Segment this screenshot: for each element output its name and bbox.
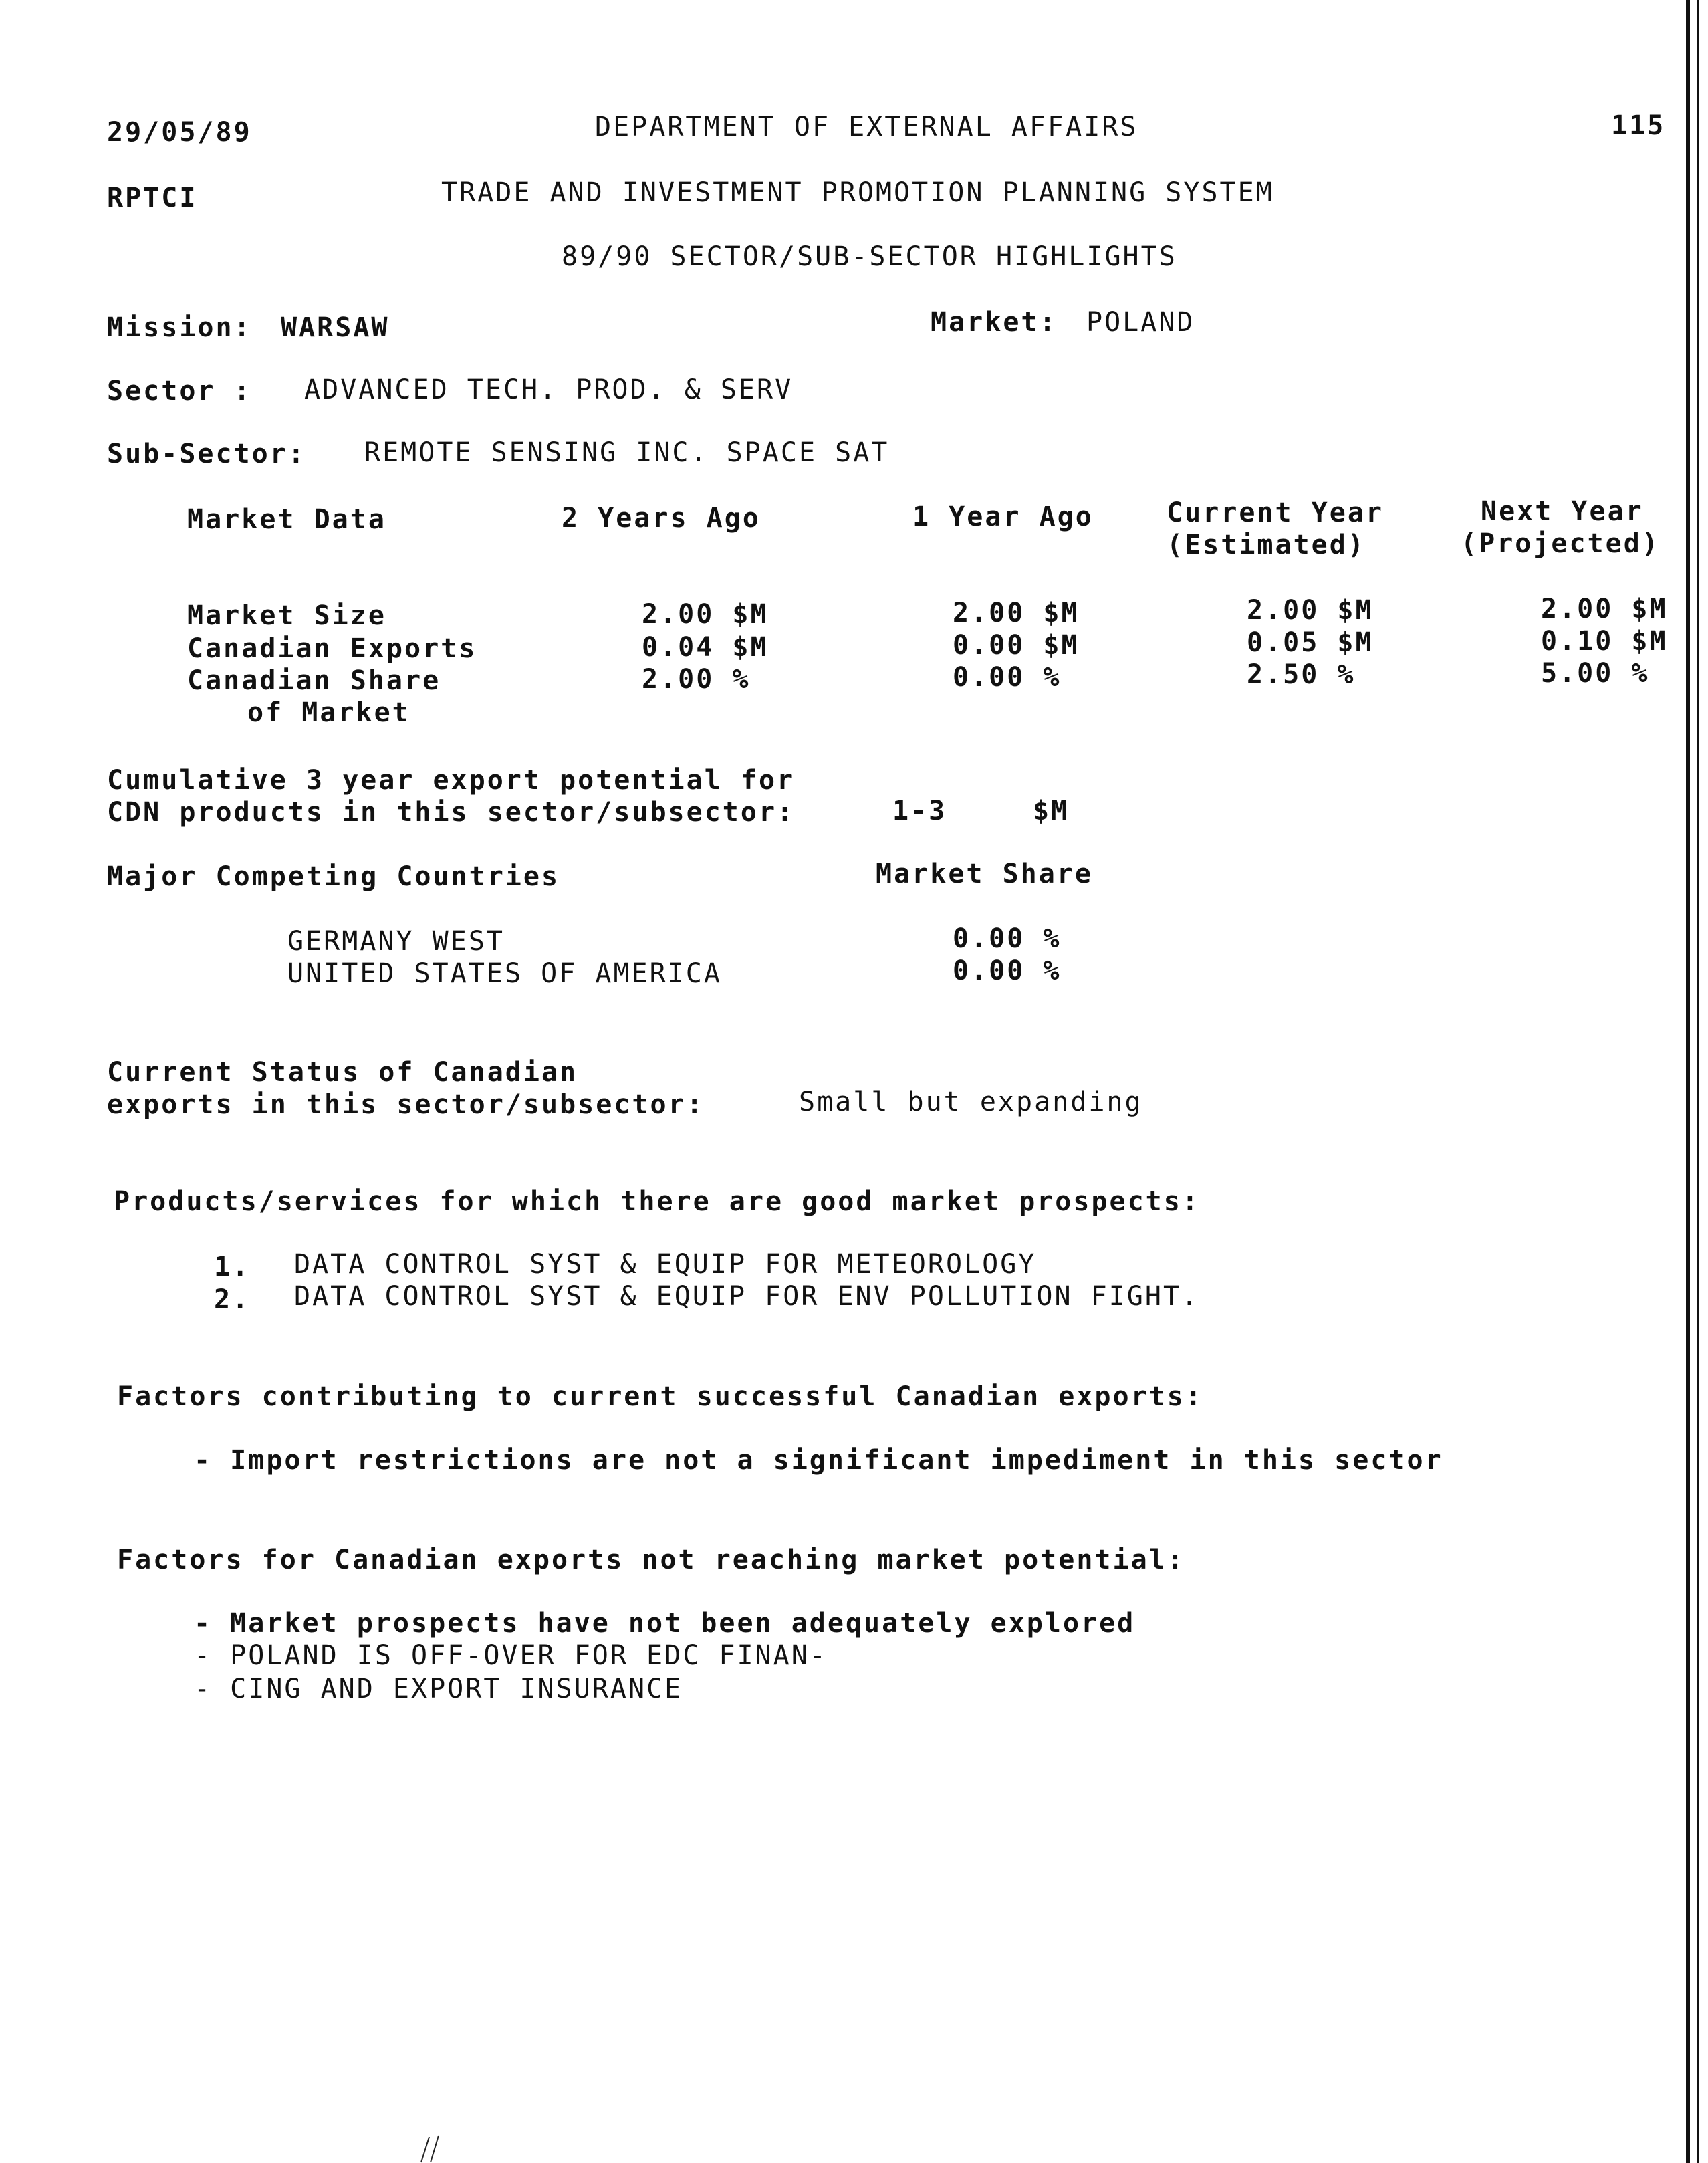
export-potential-line1: Cumulative 3 year export potential for: [107, 765, 796, 796]
barrier-factor-2: - POLAND IS OFF-OVER FOR EDC FINAN-: [194, 1640, 828, 1671]
competitor-2-country: UNITED STATES OF AMERICA: [287, 958, 722, 989]
competitor-1-country: GERMANY WEST: [287, 926, 505, 957]
products-header: Products/services for which there are good market prospects:: [114, 1186, 1200, 1217]
product-2-text: DATA CONTROL SYST & EQUIP FOR ENV POLLUTION FIGHT.: [294, 1281, 1200, 1312]
subsector-value: REMOTE SENSING INC. SPACE SAT: [364, 437, 890, 468]
col-next-year-sub: (Projected): [1461, 528, 1660, 559]
barrier-factors-header: Factors for Canadian exports not reaching market potential:: [117, 1545, 1185, 1575]
export-potential-line2: CDN products in this sector/subsector:: [107, 797, 796, 828]
col-current-year-sub: (Estimated): [1167, 530, 1366, 560]
export-potential-unit: $M: [1033, 796, 1070, 826]
market-value: POLAND: [1086, 307, 1195, 338]
cell-market-size-2y: 2.00 $M: [642, 599, 769, 630]
competitors-share-header: Market Share: [876, 859, 1093, 889]
report-date: 29/05/89: [107, 117, 252, 148]
col-current-year: Current Year: [1167, 497, 1384, 528]
cell-market-size-1y: 2.00 $M: [953, 598, 1080, 629]
competitors-header: Major Competing Countries: [107, 861, 560, 892]
sector-label: Sector :: [107, 376, 252, 407]
cell-share-1y: 0.00 %: [953, 662, 1062, 693]
status-line2: exports in this sector/subsector:: [107, 1089, 705, 1120]
market-data-header: Market Data: [187, 504, 386, 535]
cell-share-2y: 2.00 %: [642, 664, 751, 695]
row-canadian-share-label: Canadian Share: [187, 665, 441, 696]
cell-exports-2y: 0.04 $M: [642, 632, 769, 663]
department-title: DEPARTMENT OF EXTERNAL AFFAIRS: [595, 112, 1138, 142]
cell-market-size-cur: 2.00 $M: [1247, 595, 1374, 626]
success-factor-1: - Import restrictions are not a significant impediment in this sector: [194, 1445, 1443, 1476]
cell-market-size-next: 2.00 $M: [1541, 594, 1668, 624]
stray-pen-mark: [414, 2133, 455, 2163]
report-code: RPTCI: [107, 183, 198, 213]
system-title: TRADE AND INVESTMENT PROMOTION PLANNING SYSTEM: [441, 177, 1274, 208]
cell-exports-cur: 0.05 $M: [1247, 627, 1374, 658]
row-canadian-share-label-2: of Market: [247, 697, 410, 728]
row-canadian-exports-label: Canadian Exports: [187, 633, 477, 664]
sector-value: ADVANCED TECH. PROD. & SERV: [304, 374, 794, 405]
competitor-2-share: 0.00 %: [953, 955, 1062, 986]
status-line1: Current Status of Canadian: [107, 1057, 578, 1088]
cell-exports-next: 0.10 $M: [1541, 626, 1668, 657]
mission-label: Mission:: [107, 312, 252, 343]
subsector-label: Sub-Sector:: [107, 439, 306, 469]
page-border-right: [1686, 0, 1690, 2163]
col-next-year: Next Year: [1481, 496, 1644, 527]
row-market-size-label: Market Size: [187, 600, 386, 631]
export-potential-value: 1-3: [892, 796, 947, 826]
cell-exports-1y: 0.00 $M: [953, 630, 1080, 661]
mission-value: WARSAW: [281, 312, 390, 343]
barrier-factor-1: - Market prospects have not been adequately explored: [194, 1608, 1136, 1639]
market-label: Market:: [931, 307, 1058, 338]
report-title: 89/90 SECTOR/SUB-SECTOR HIGHLIGHTS: [562, 241, 1177, 272]
competitor-1-share: 0.00 %: [953, 923, 1062, 954]
col-2-years-ago: 2 Years Ago: [562, 503, 761, 534]
cell-share-cur: 2.50 %: [1247, 659, 1356, 690]
product-2-num: 2.: [214, 1284, 251, 1315]
status-value: Small but expanding: [799, 1087, 1143, 1117]
page-border-right-outer: [1697, 0, 1699, 2163]
col-1-year-ago: 1 Year Ago: [912, 501, 1094, 532]
success-factors-header: Factors contributing to current successful Canadian exports:: [117, 1381, 1203, 1412]
cell-share-next: 5.00 %: [1541, 658, 1650, 689]
product-1-num: 1.: [214, 1252, 251, 1282]
barrier-factor-3: - CING AND EXPORT INSURANCE: [194, 1674, 683, 1704]
product-1-text: DATA CONTROL SYST & EQUIP FOR METEOROLOGY: [294, 1249, 1037, 1280]
page-number: 115: [1611, 110, 1666, 141]
